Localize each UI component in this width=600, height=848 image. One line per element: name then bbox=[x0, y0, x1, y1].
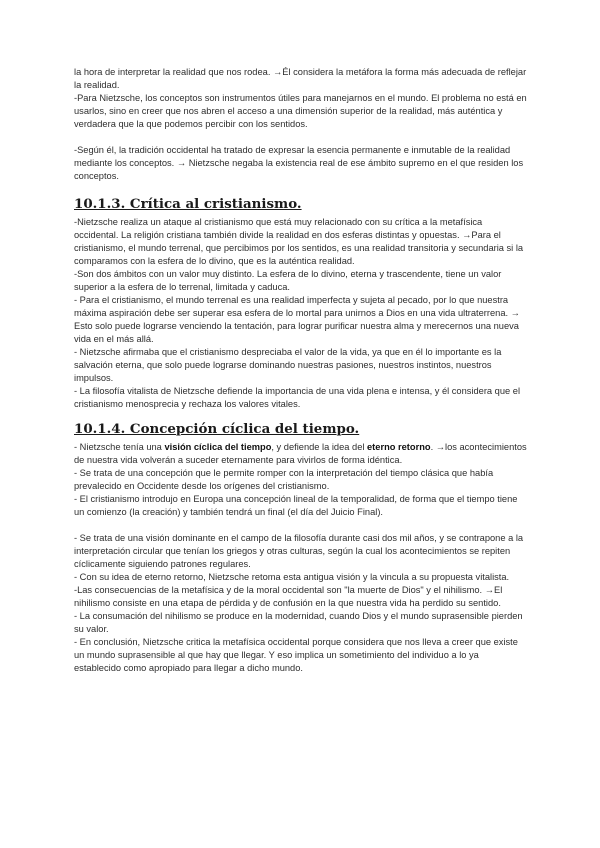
tiempo-paragraph-5: - Con su idea de eterno retorno, Nietzsche retoma esta antigua visión y la vincula a su propuesta vitalista. bbox=[74, 572, 510, 582]
tiempo-paragraph-2: - Se trata de una concepción que le permite romper con la interpretación del tiempo clásica que había prevalecido en Occidente desde los orígenes del cristianismo. bbox=[74, 468, 494, 491]
bold-term-vision-ciclica: visión cíclica del tiempo bbox=[164, 442, 272, 452]
cristianismo-paragraph-4: Esto solo puede lograrse venciendo la tentación, para lograr purificar nuestra alma y merecernos una nueva vida en el más allá. bbox=[74, 321, 519, 344]
tiempo-paragraph-4: - Se trata de una visión dominante en el campo de la filosofía durante casi dos mil años, y se contrapone a la interpretación circular que tenían los griegos y otras culturas, según la cual los acontecimientos se repiten cíclicamente siguiendo patrones regulares. bbox=[74, 533, 524, 569]
tiempo-paragraph-7: - La consumación del nihilismo se produce en la modernidad, cuando Dios y el mundo suprasensible pierden su valor. bbox=[74, 611, 523, 634]
cristianismo-paragraph-6: - La filosofía vitalista de Nietzsche defiende la importancia de una vida plena e intensa, y él considera que el cristianismo menosprecia y rechaza los valores vitales. bbox=[74, 386, 521, 409]
section-heading-cristianismo: 10.1.3. Crítica al cristianismo. bbox=[74, 196, 302, 212]
cristianismo-paragraph-3: - Para el cristianismo, el mundo terrenal es una realidad imperfecta y sujeta al pecado, por lo que nuestra máxima aspiración debe ser superar esa esfera de lo mortal para unirnos a Dios en una vida ultraterrena. → bbox=[74, 295, 520, 318]
intro-paragraph-3: -Según él, la tradición occidental ha tratado de expresar la esencia permanente e inmutable de la realidad mediante los conceptos. → Nietzsche negaba la existencia real de ese ámbito supremo en el que residen los conceptos. bbox=[74, 145, 524, 181]
intro-paragraph-2: -Para Nietzsche, los conceptos son instrumentos útiles para manejarnos en el mundo. El problema no está en usarlos, sino en creer que nos abren el acceso a una dimensión superior de la realidad, más auténtica y verdadera que la que podemos percibir con los sentidos. bbox=[74, 93, 527, 129]
text-run: , y defiende la idea del bbox=[271, 442, 368, 452]
bold-term-eterno-retorno: eterno retorno bbox=[367, 442, 431, 452]
tiempo-paragraph-8: - En conclusión, Nietzsche critica la metafísica occidental porque considera que nos lleva a creer que existe un mundo suprasensible al que hay que llegar. Y eso implica un sometimiento del individuo a lo ya establecido como apropiado para llegar a dicho mundo. bbox=[74, 637, 518, 673]
cristianismo-paragraph-1: -Nietzsche realiza un ataque al cristianismo que está muy relacionado con su crítica a la metafísica occidental. La religión cristiana también divide la realidad en dos esferas distintas y opuestas. →Para el cristianismo, el mundo terrenal, que percibimos por los sentidos, es una realidad transitoria y secundaria si la comparamos con la esfera de lo divino, que es la auténtica realidad. bbox=[74, 217, 524, 266]
cristianismo-paragraph-5: - Nietzsche afirmaba que el cristianismo despreciaba el valor de la vida, ya que en él lo importante es la salvación eterna, que solo puede lograrse dominando nuestras pasiones, nuestros instintos, nuestros impulsos. bbox=[74, 347, 502, 383]
text-run: . →los acontecimientos de nuestra vida volverán a suceder eternamente para vivirlos de forma idéntica. bbox=[74, 442, 527, 465]
section-heading-tiempo: 10.1.4. Concepción cíclica del tiempo. bbox=[74, 421, 360, 437]
text-run: - Nietzsche tenía una bbox=[74, 442, 165, 452]
document-page bbox=[74, 66, 528, 675]
cristianismo-paragraph-2: -Son dos ámbitos con un valor muy distinto. La esfera de lo divino, eterna y trascendente, tiene un valor superior a la esfera de lo terrenal, limitada y caduca. bbox=[74, 269, 502, 292]
intro-paragraph-1: la hora de interpretar la realidad que nos rodea. →Él considera la metáfora la forma más adecuada de reflejar la realidad. bbox=[74, 67, 527, 90]
tiempo-paragraph-6: -Las consecuencias de la metafísica y de la moral occidental son "la muerte de Dios" y el nihilismo. →El nihilismo consiste en una etapa de pérdida y de confusión en la que nuestra vida ha perdido su sentido. bbox=[74, 585, 503, 608]
tiempo-paragraph-3: - El cristianismo introdujo en Europa una concepción lineal de la temporalidad, de forma que el tiempo tiene un comienzo (la creación) y también tendrá un final (el día del Juicio Final). bbox=[74, 494, 518, 517]
tiempo-paragraph-1 bbox=[74, 441, 528, 467]
